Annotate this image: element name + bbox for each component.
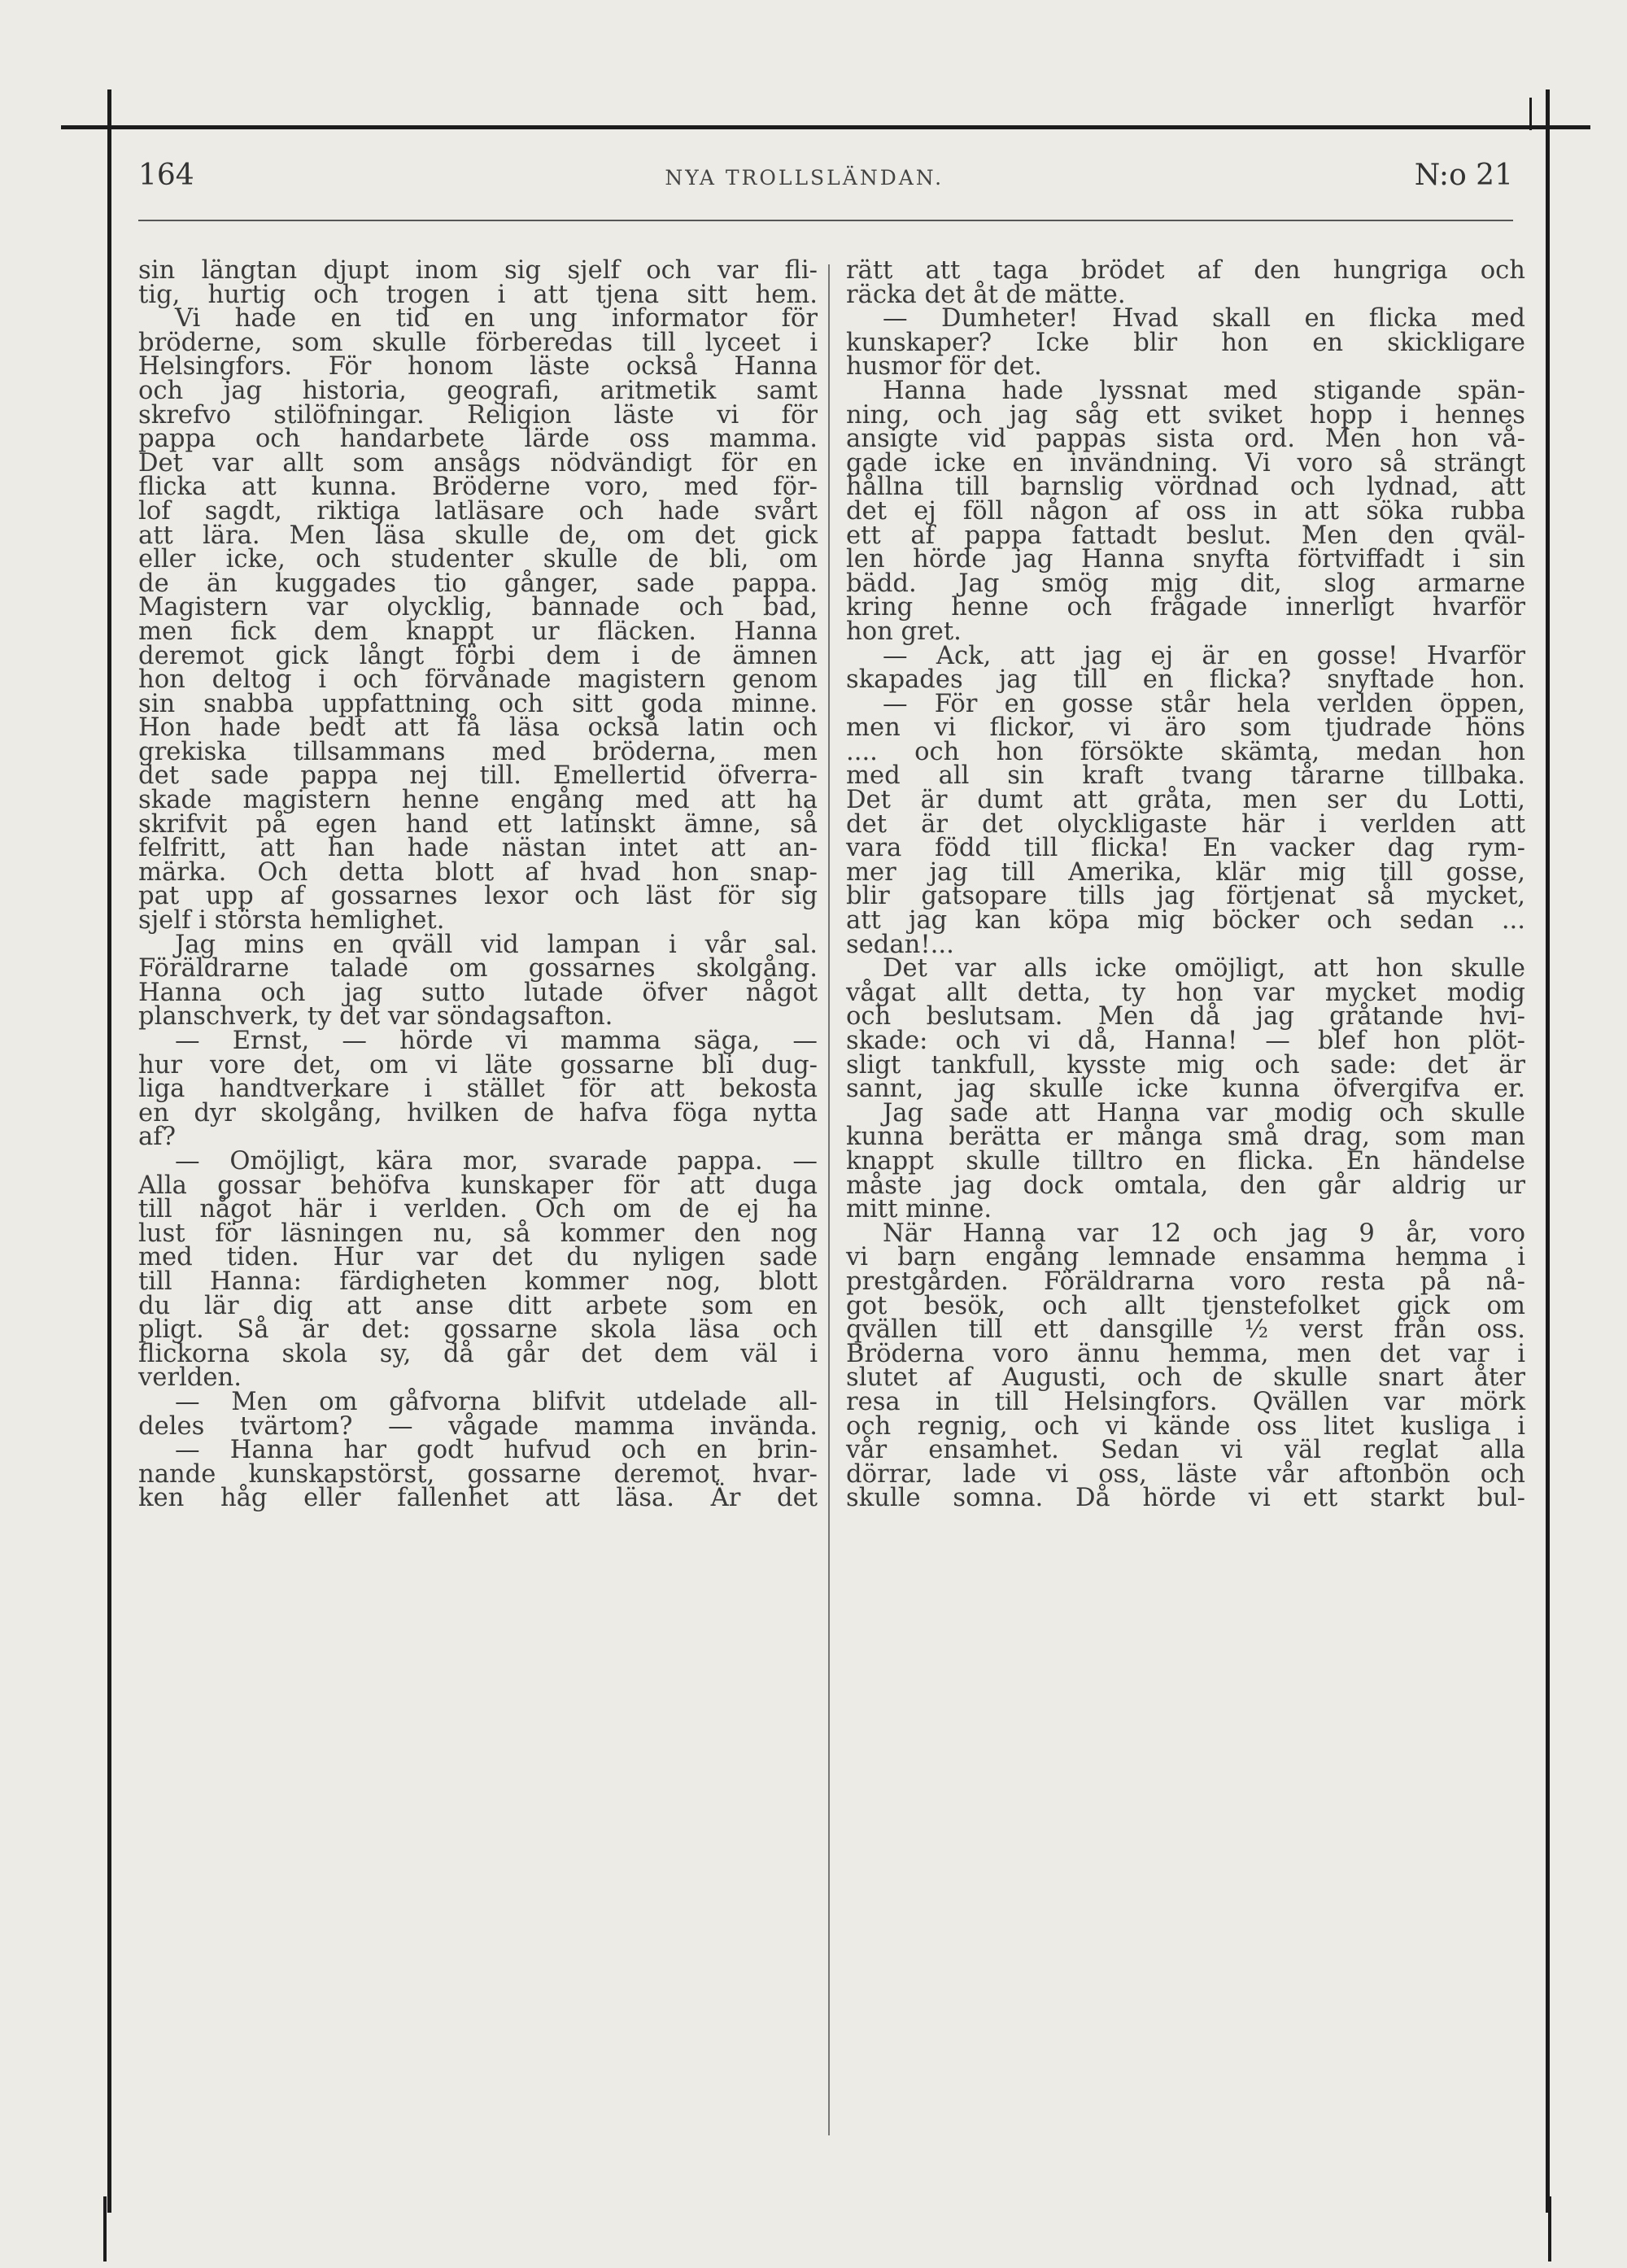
text-line: Hon hade bedt att få läsa också latin och (138, 713, 818, 743)
text-line: sin snabba uppfattning och sitt goda minne. (138, 689, 818, 718)
text-line: Hanna och jag sutto lutade öfver något (138, 978, 818, 1007)
text-line: ken håg eller fallenhet att läsa. Är det (138, 1484, 818, 1513)
text-line: det ej föll någon af oss in att söka rubba (846, 496, 1525, 526)
text-line: flicka att kunna. Bröderne voro, med för- (138, 473, 818, 502)
text-line: blir gatsopare tills jag förtjenat så mycket, (846, 882, 1525, 911)
text-line: — Dumheter! Hvad skall en flicka med (883, 304, 1525, 334)
text-line: ansigte vid pappas sista ord. Men hon vå- (846, 425, 1525, 454)
text-line: skrifvit på egen hand ett latinskt ämne, så (138, 809, 818, 839)
text-line: deremot gick långt förbi dem i de ämnen (138, 641, 818, 670)
text-line: tig, hurtig och trogen i att tjena sitt hem. (138, 280, 818, 309)
text-line: räcka det åt de mätte. (846, 280, 1126, 309)
text-line: planschverk, ty det var söndagsafton. (138, 1002, 613, 1032)
text-line: dörrar, lade vi oss, läste vår aftonbön och (846, 1459, 1525, 1489)
journal-title: NYA TROLLSLÄNDAN. (665, 166, 944, 190)
text-line: mitt minne. (846, 1195, 992, 1224)
page-number: 164 (138, 159, 194, 192)
header-rule (138, 220, 1513, 221)
text-line: pat upp af gossarnes lexor och läst för sig (138, 882, 818, 911)
text-line: kunna berätta er många små drag, som man (846, 1123, 1525, 1152)
text-line: du lär dig att anse ditt arbete som en (138, 1291, 818, 1320)
text-line: pappa och handarbete lärde oss mamma. (138, 425, 818, 454)
text-line: husmor för det. (846, 352, 1042, 382)
text-line: Helsingfors. För honom läste också Hanna (138, 352, 818, 382)
text-line: att lära. Men läsa skulle de, om det gick (138, 521, 818, 550)
text-line: det sade pappa nej till. Emellertid öfverra- (138, 761, 818, 791)
text-line: pligt. Så är det: gossarne skola läsa och (138, 1315, 818, 1345)
text-line: lof sagdt, riktiga latläsare och hade svårt (138, 496, 818, 526)
text-line: bädd. Jag smög mig dit, slog armarne (846, 569, 1525, 598)
text-line: Föräldrarne talade om gossarnes skolgång. (138, 954, 818, 984)
text-line: slutet af Augusti, och de skulle snart åter (846, 1363, 1525, 1393)
text-line: prestgården. Föräldrarna voro resta på nå- (846, 1267, 1525, 1296)
text-line: och jag historia, geografi, aritmetik samt (138, 376, 818, 405)
text-line: och regnig, och vi kände oss litet kusliga i (846, 1411, 1525, 1441)
text-line: flickorna skola sy, då går det dem väl i (138, 1339, 818, 1368)
text-line: mer jag till Amerika, klär mig till gosse, (846, 857, 1525, 887)
text-line: med all sin kraft tvang tårarne tillbaka. (846, 761, 1525, 791)
bottom-left-tick (103, 2196, 107, 2261)
text-line: gade icke en invändning. Vi voro så strängt (846, 448, 1525, 478)
text-line: men vi flickor, vi äro som tjudrade höns (846, 713, 1525, 743)
text-line: grekiska tillsammans med bröderna, men (138, 737, 818, 766)
text-line: qvällen till ett dansgille ½ verst från oss. (846, 1315, 1525, 1345)
text-line: vi barn engång lemnade ensamma hemma i (846, 1243, 1525, 1272)
bottom-right-tick (1548, 2196, 1551, 2261)
text-line: sedan!... (846, 930, 954, 959)
text-line: — Ack, att jag ej är en gosse! Hvarför (883, 641, 1525, 670)
text-line: — Hanna har godt hufvud och en brin- (175, 1436, 818, 1465)
text-line: skade magistern henne engång med att ha (138, 786, 818, 815)
text-line: Vi hade en tid en ung informator för (175, 304, 818, 334)
text-line: skrefvo stilöfningar. Religion läste vi för (138, 400, 818, 430)
text-line: — Ernst, — hörde vi mamma säga, — (175, 1027, 818, 1055)
text-line: det är det olyckligaste här i verlden att (846, 809, 1525, 839)
left-frame-line (107, 89, 111, 2213)
text-line: rätt att taga brödet af den hungriga och (846, 256, 1525, 285)
text-line: bröderne, som skulle förberedas till lyceet i (138, 328, 818, 357)
text-line: till Hanna: färdigheten kommer nog, blott (138, 1267, 818, 1296)
text-line: När Hanna var 12 och jag 9 år, voro (883, 1219, 1525, 1248)
top-frame-line (61, 125, 1590, 129)
text-line: märka. Och detta blott af hvad hon snap- (138, 857, 818, 887)
text-line: af? (138, 1123, 176, 1152)
text-line: sannt, jag skulle icke kunna öfvergifva er. (846, 1075, 1525, 1104)
text-line: ett af pappa fattadt beslut. Men den qväl- (846, 521, 1525, 550)
text-line: att jag kan köpa mig böcker och sedan ... (846, 906, 1525, 936)
text-line: verlden. (138, 1363, 242, 1393)
text-line: vågat allt detta, ty hon var mycket modig (846, 978, 1525, 1007)
text-line: .... och hon försökte skämta, medan hon (846, 737, 1525, 766)
text-line: felfritt, att han hade nästan intet att an- (138, 834, 818, 863)
text-line: liga handtverkare i stället för att bekosta (138, 1075, 818, 1104)
text-line: len hörde jag Hanna snyfta förtviffadt i sin (846, 545, 1525, 574)
text-line: hon deltog i och förvånade magistern genom (138, 665, 818, 695)
issue-number: N:o 21 (1414, 159, 1513, 192)
text-line: de än kuggades tio gånger, sade pappa. (138, 569, 818, 598)
text-line: Det var allt som ansågs nödvändigt för en (138, 448, 818, 478)
text-line: skade: och vi då, Hanna! — blef hon plöt- (846, 1027, 1525, 1055)
text-line: Jag mins en qväll vid lampan i vår sal. (175, 930, 818, 959)
text-line: eller icke, och studenter skulle de bli, om (138, 545, 818, 574)
text-line: kring henne och frågade innerligt hvarför (846, 593, 1525, 622)
text-line: Bröderna voro ännu hemma, men det var i (846, 1339, 1525, 1368)
text-line: — För en gosse står hela verlden öppen, (883, 689, 1525, 718)
text-line: Alla gossar behöfva kunskaper för att duga (138, 1171, 818, 1200)
text-line: en dyr skolgång, hvilken de hafva föga nytta (138, 1098, 818, 1127)
text-line: — Men om gåfvorna blifvit utdelade all- (175, 1387, 818, 1416)
top-right-tick (1529, 98, 1532, 130)
text-line: Hanna hade lyssnat med stigande spän- (883, 376, 1525, 405)
text-line: skulle somna. Då hörde vi ett starkt bul- (846, 1484, 1525, 1513)
text-line: sin längtan djupt inom sig sjelf och var fli- (138, 256, 818, 285)
left-text-column (138, 256, 818, 1513)
text-line: till något här i verlden. Och om de ej ha (138, 1195, 818, 1224)
running-header (138, 159, 1513, 199)
text-line: got besök, och allt tjenstefolket gick om (846, 1291, 1525, 1320)
text-line: med tiden. Hur var det du nyligen sade (138, 1243, 818, 1272)
text-line: Jag sade att Hanna var modig och skulle (883, 1098, 1525, 1127)
text-line: Det är dumt att gråta, men ser du Lotti, (846, 786, 1525, 815)
text-line: hon gret. (846, 617, 962, 646)
text-line: resa in till Helsingfors. Qvällen var mörk (846, 1387, 1525, 1416)
text-line: deles tvärtom? — vågade mamma invända. (138, 1411, 818, 1441)
text-line: hållna till barnslig vördnad och lydnad, att (846, 473, 1525, 502)
text-line: nande kunskapstörst, gossarne deremot hvar- (138, 1459, 818, 1489)
text-line: knappt skulle tilltro en flicka. En händelse (846, 1146, 1525, 1175)
right-text-column (846, 256, 1525, 1513)
text-line: men fick dem knappt ur fläcken. Hanna (138, 617, 818, 646)
text-line: lust för läsningen nu, så kommer den nog (138, 1219, 818, 1248)
text-line: kunskaper? Icke blir hon en skickligare (846, 328, 1525, 357)
text-line: vara född till flicka! En vacker dag rym- (846, 834, 1525, 863)
text-line: Det var alls icke omöjligt, att hon skulle (883, 954, 1525, 984)
column-divider (828, 264, 830, 2135)
text-line: sligt tankfull, kysste mig och sade: det är (846, 1050, 1525, 1079)
text-line: måste jag dock omtala, den går aldrig ur (846, 1171, 1525, 1200)
text-line: sjelf i största hemlighet. (138, 906, 445, 936)
text-line: Magistern var olycklig, bannade och bad, (138, 593, 818, 622)
right-frame-line (1546, 89, 1550, 2213)
text-line: — Omöjligt, kära mor, svarade pappa. — (175, 1146, 818, 1175)
text-line: skapades jag till en flicka? snyftade hon. (846, 665, 1525, 695)
text-line: vår ensamhet. Sedan vi väl reglat alla (846, 1436, 1525, 1465)
text-line: hur vore det, om vi läte gossarne bli dug- (138, 1050, 818, 1079)
text-line: ning, och jag såg ett sviket hopp i hennes (846, 400, 1525, 430)
text-line: och beslutsam. Men då jag gråtande hvi- (846, 1002, 1525, 1032)
